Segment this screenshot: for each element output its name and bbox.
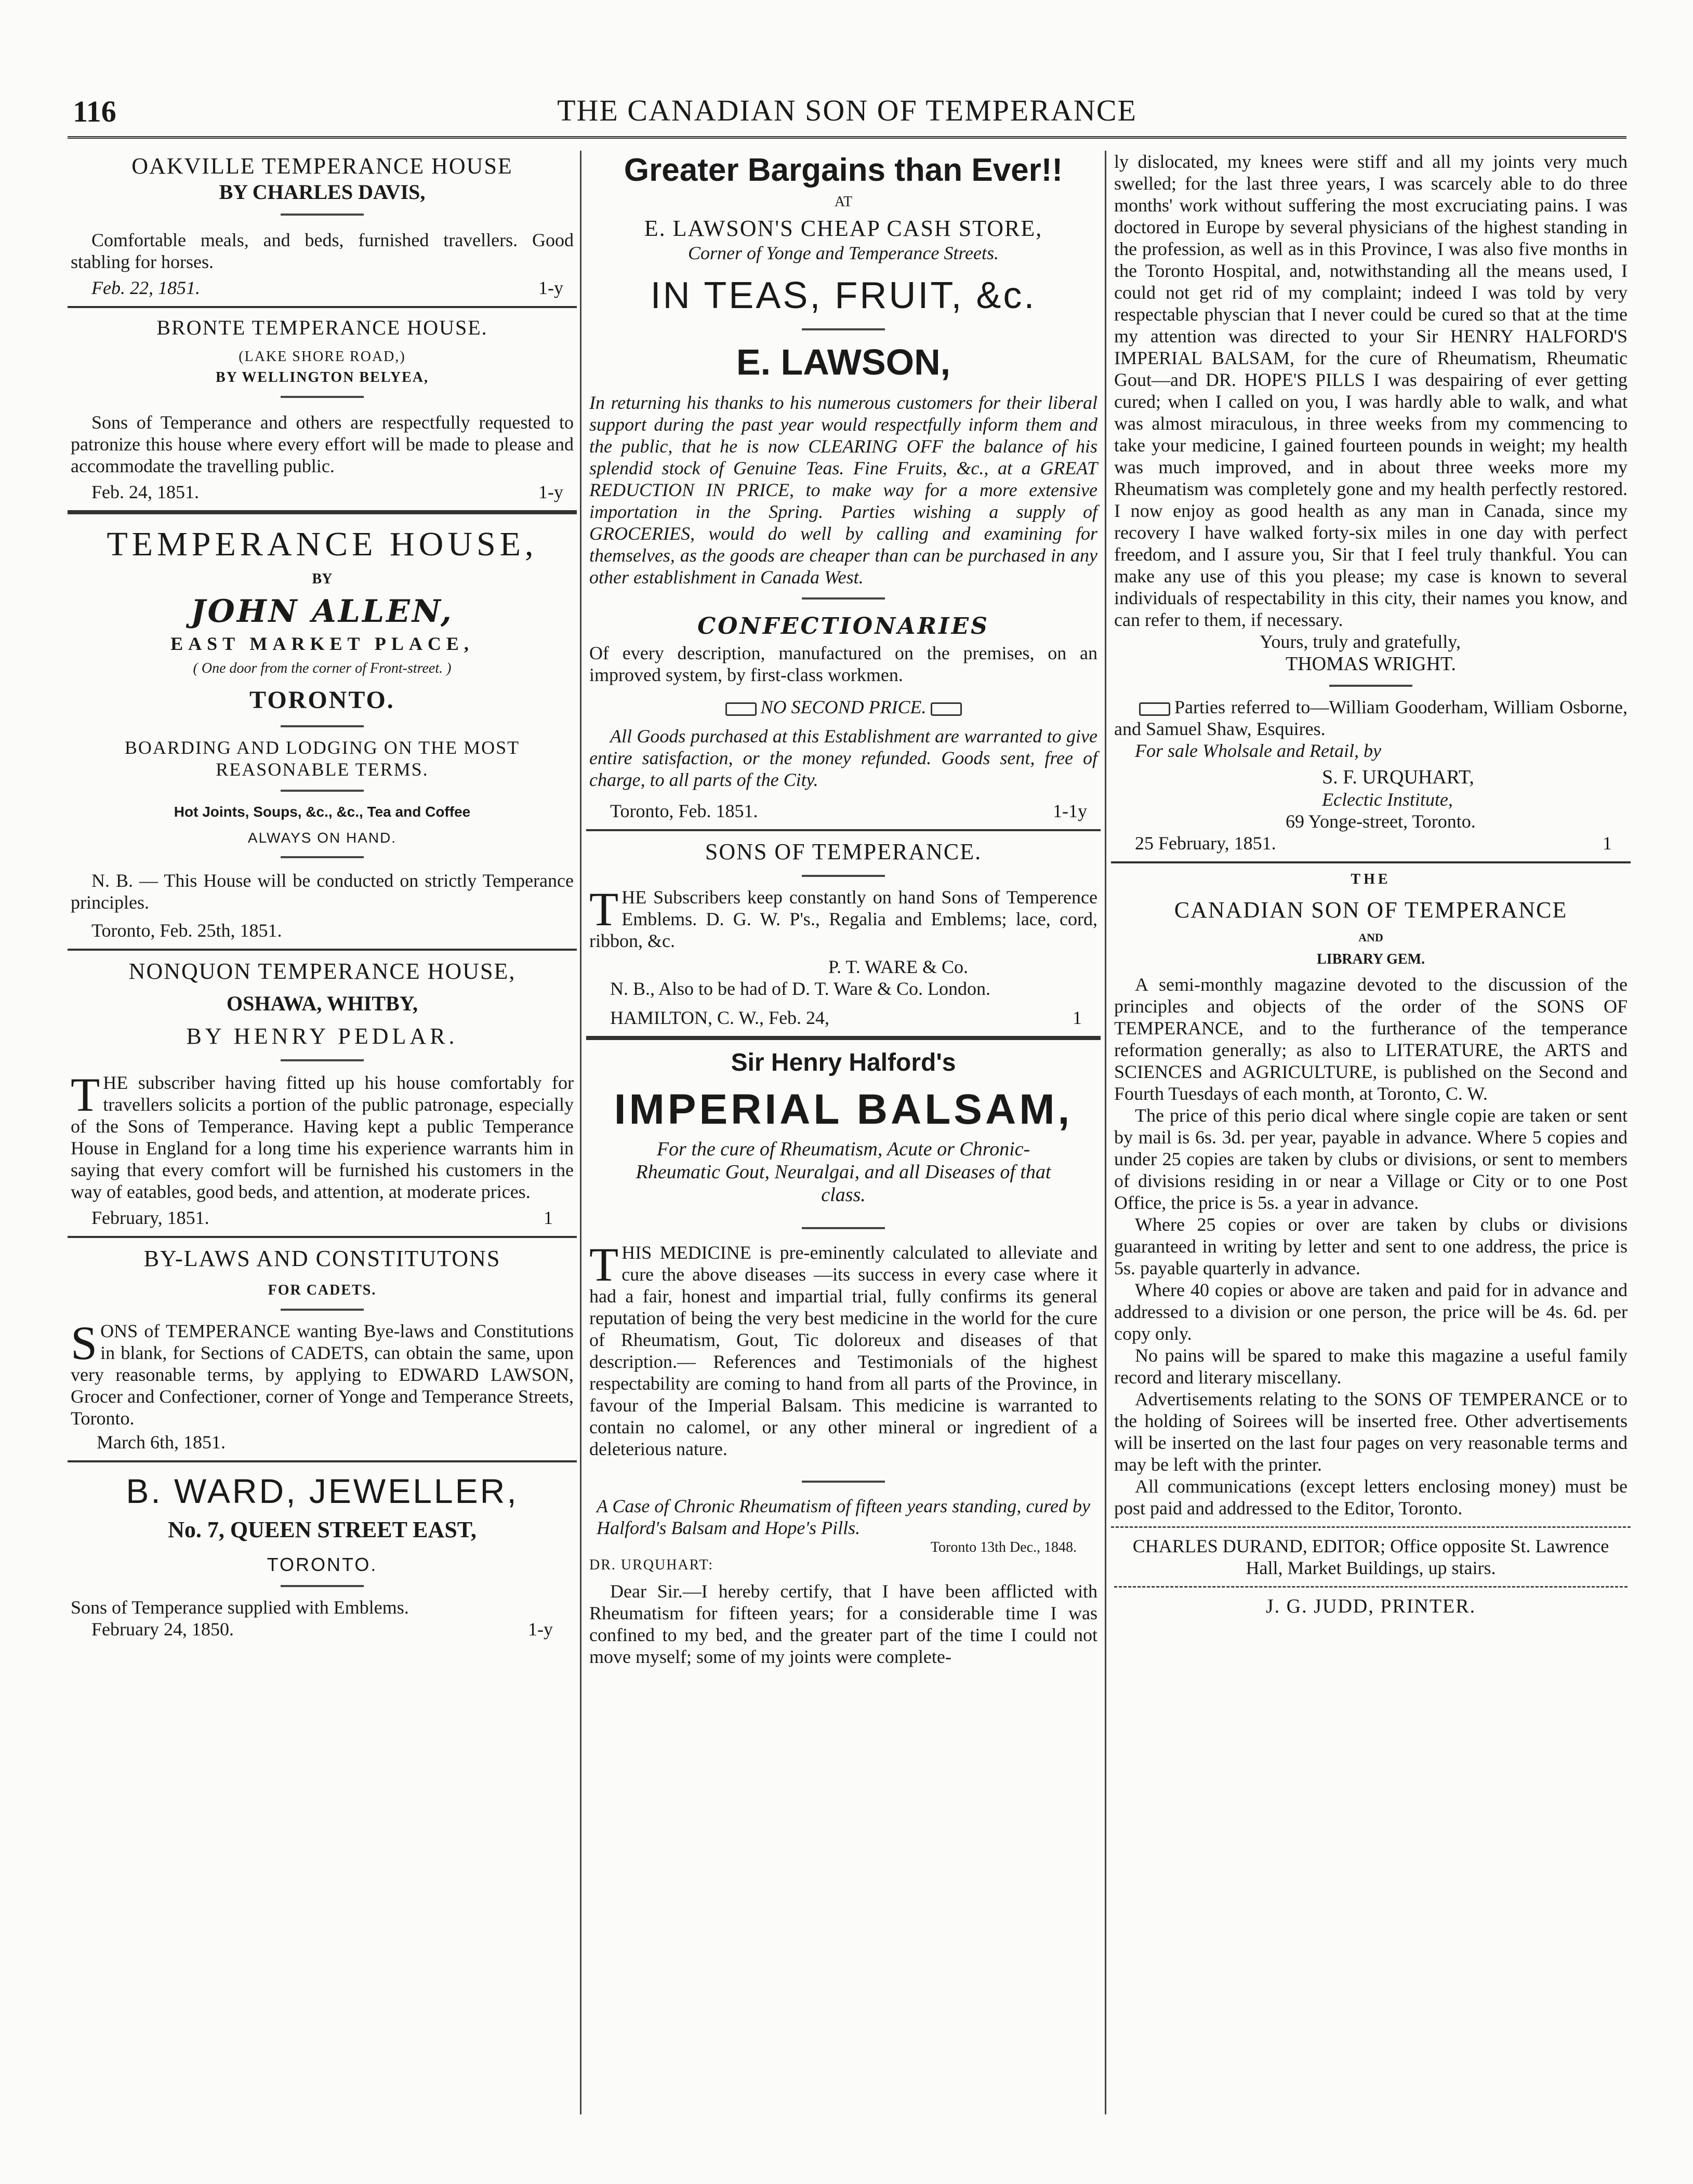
bronte-sub: (LAKE SHORE ROAD,) [239, 349, 406, 365]
lawson-teas: IN TEAS, FRUIT, &c. [650, 275, 1037, 316]
halford-to: DR. URQUHART: [589, 1557, 714, 1573]
header-rule [68, 136, 1626, 139]
sons-body: HE Subscribers keep constantly on hand Sons of Temperence Emblems. D. G. W. P's., Regalia and Emblems; lace, cord, ribbon, &c. [589, 887, 1097, 951]
drop-cap: S [71, 1316, 98, 1369]
letter-signer: THOMAS WRIGHT. [1286, 653, 1456, 675]
allen-always: ALWAYS ON HAND. [247, 830, 397, 846]
mag-gem: LIBRARY GEM. [1317, 951, 1425, 967]
nonquon-ad [68, 958, 577, 1229]
no-second-price [589, 696, 1097, 718]
oakville-by: BY CHARLES DAVIS, [219, 180, 426, 204]
nonquon-code: 1 [544, 1207, 553, 1228]
column-rule-1 [580, 151, 581, 2114]
drop-cap: T [71, 1068, 100, 1121]
allen-date: Toronto, Feb. 25th, 1851. [91, 920, 282, 941]
oakville-date: Feb. 22, 1851. [91, 277, 200, 298]
allen-by: BY [312, 571, 333, 587]
letter-continued: ly dislocated, my knees were stiff and all my joints very much swelled; for the last three years, I was scarcely able to do three months' work without suffering the most excruciating pains. I was doctored in Europe by several physicians of the highest standing in the profession, as well as in this Province, I was also five months in the Toronto Hospital, and, notwithstanding all the means used, I could not get rid of my complaint; indeed I was told by very respectable physcian that I never could be cured so that at the time my attention was directed to your Sir HENRY HALFORD'S IMPERIAL BALSAM, for the cure of Rheumatism, Rheumatic Gout—and DR. HOPE'S PILLS I was despairing of ever getting cured; when I called on you, I was hardly able to walk, and what was almost miraculous, in three weeks from my commencing to take your medicine, I gained fourteen pounds in weight; my health was much improved, and in about three weeks more my Rheumatism was completely gone and my health perfectly restored. I now enjoy as good health as any man in Canada, since my recovery I have walked forty-six miles in one day with perfect freedom, and I assure you, Sir that I feel truly thankful. You can make any use of this you please; my case is known to several individuals of respectability in this city, their names you know, and can refer to them, if necessary. [1114, 151, 1628, 630]
allen-place: EAST MARKET PLACE, [170, 633, 474, 654]
ward-code: 1-y [528, 1619, 553, 1640]
allen-name: JOHN ALLEN, [191, 593, 454, 630]
ward-ad [68, 1470, 577, 1640]
no-second-price-label: NO SECOND PRICE. [760, 697, 927, 717]
allen-city: TORONTO. [249, 686, 395, 714]
section-rule [68, 1236, 577, 1238]
parties-referred [1114, 696, 1628, 740]
allen-ad [68, 524, 577, 941]
halford-letter-date: Toronto 13th Dec., 1848. [930, 1539, 1077, 1555]
oakville-body: Comfortable meals, and beds, furnished travellers. Good stabling for horses. [71, 230, 574, 272]
column-1 [68, 151, 577, 1640]
bronte-ad [68, 315, 577, 503]
ward-date: February 24, 1850. [91, 1619, 234, 1640]
seller-name: S. F. URQUHART, [1322, 766, 1474, 788]
sons-firm: P. T. WARE & Co. [828, 956, 969, 977]
lawson-head: Greater Bargains than Ever!! [624, 152, 1063, 188]
page-header [62, 91, 1632, 138]
seller-inst: Eclectic Institute, [1322, 789, 1453, 810]
pointing-hand-icon [725, 702, 757, 716]
bronte-code: 1-y [538, 482, 563, 502]
sons-text [589, 883, 1097, 952]
allen-hot: Hot Joints, Soups, &c., &c., Tea and Coffee [174, 804, 471, 820]
pointing-hand-icon [931, 702, 962, 716]
mag-p3: Where 25 copies or over are taken by clubs or divisions guaranteed in writing by letter and sent to one address, the price is 5s. payable quarterly in advance. [1114, 1214, 1628, 1279]
bronte-by: BY WELLINGTON BELYEA, [215, 369, 429, 385]
bronte-title: BRONTE TEMPERANCE HOUSE. [156, 316, 488, 339]
drop-cap: T [589, 1238, 619, 1291]
sons-date: HAMILTON, C. W., Feb. 24, [610, 1007, 830, 1028]
lawson-date: Toronto, Feb. 1851. [610, 801, 758, 821]
mag-p7: All communications (except letters enclosing money) must be post paid and addressed to the Editor, Toronto. [1114, 1476, 1628, 1519]
parties-text: Parties referred to—William Gooderham, William Osborne, and Samuel Shaw, Esquires. [1114, 697, 1628, 739]
sons-code: 1 [1073, 1007, 1082, 1028]
mag-title: CANADIAN SON OF TEMPERANCE [1174, 897, 1568, 923]
lawson-conf-body: Of every description, manufactured on the premises, on an improved system, by first-class workmen. [589, 643, 1097, 685]
divider [802, 328, 885, 330]
divider [802, 597, 885, 600]
printer-line: J. G. JUDD, PRINTER. [1265, 1595, 1476, 1617]
halford-case: A Case of Chronic Rheumatism of fifteen years standing, cured by Halford's Balsam and Hope's Pills. [597, 1496, 1090, 1538]
mag-p2: The price of this perio dical where single copie are taken or sent by mail is 6s. 3d. per year, payable in advance. Where 5 copies and under 25 copies are taken by clubs or divisions, or sent to members of divisions residing in or near a Village or City or to one Post Office, the price is 5s. a year in advance. [1114, 1105, 1628, 1213]
ward-city: TORONTO. [267, 1554, 378, 1575]
nonquon-by: BY HENRY PEDLAR. [186, 1023, 458, 1049]
divider [281, 790, 364, 792]
seller-code: 1 [1603, 833, 1612, 854]
mag-p6: Advertisements relating to the SONS OF TEMPERANCE or to the holding of Soirees will be inserted free. Other advertisements will be inserted on the last four pages on very reasonable terms and may be left with the printer. [1114, 1389, 1628, 1475]
divider [281, 1309, 364, 1311]
section-rule [1111, 861, 1631, 863]
section-rule [68, 1460, 577, 1462]
halford-letter: Dear Sir.—I hereby certify, that I have been afflicted with Rheumatism for fifteen years; for a considerable time I was confined to my bed, and the greater part of the time I could not move myself; some of my joints were complete- [589, 1581, 1097, 1667]
divider [281, 396, 364, 398]
lawson-corner: Corner of Yonge and Temperance Streets. [688, 243, 999, 263]
allen-note: ( One door from the corner of Front-street. ) [193, 660, 452, 676]
section-rule [586, 829, 1101, 831]
oakville-code: 1-y [538, 277, 563, 298]
sons-title: SONS OF TEMPERANCE. [705, 839, 982, 864]
section-rule [586, 1036, 1101, 1040]
lawson-name: E. LAWSON, [736, 342, 951, 382]
bylaws-title: BY-LAWS AND CONSTITUTONS [143, 1246, 501, 1271]
halford-for: For the cure of Rheumatism, Acute or Chronic-Rheumatic Gout, Neuralgai, and all Diseases of that class. [636, 1138, 1051, 1206]
lawson-code: 1-1y [1053, 801, 1087, 821]
divider [281, 856, 364, 858]
nonquon-title: NONQUON TEMPERANCE HOUSE, [128, 958, 516, 984]
nonquon-date: February, 1851. [91, 1207, 209, 1228]
sons-ad [586, 838, 1101, 1029]
magazine-notice [1111, 871, 1631, 1519]
lawson-ad [586, 151, 1101, 822]
bronte-body: Sons of Temperance and others are respectfully requested to patronize this house where every effort will be made to please and accommodate the travelling public. [71, 412, 574, 476]
nonquon-body: HE subscriber having fitted up his house comfortably for travellers solicits a portion of the public patronage, especially of the Sons of Temperance. Having kept a public Temperance House in England for a long time his experience warrants him in saying that every comfort will be furnished his customers in the way of eatables, good beds, and attention, at moderate prices. [71, 1072, 574, 1202]
section-rule [1114, 1586, 1628, 1588]
column-3 [1111, 151, 1631, 1618]
divider [1329, 685, 1412, 687]
seller-date: 25 February, 1851. [1135, 833, 1276, 854]
allen-boarding: BOARDING AND LODGING ON THE MOST REASONABLE TERMS. [124, 737, 520, 780]
page-number: 116 [73, 95, 116, 128]
bylaws-ad [68, 1245, 577, 1453]
drop-cap: T [589, 883, 619, 936]
divider [281, 725, 364, 727]
editor-block [1111, 1535, 1631, 1618]
lawson-at: AT [834, 194, 853, 210]
ward-addr: No. 7, QUEEN STREET EAST, [168, 1517, 477, 1542]
divider [281, 1059, 364, 1061]
mag-p5: No pains will be spared to make this magazine a useful family record and literary miscellany. [1114, 1345, 1628, 1388]
mag-p4: Where 40 copies or above are taken and paid for in advance and addressed to a division or one person, the price will be 4s. 6d. per copy only. [1114, 1280, 1628, 1344]
nonquon-text [71, 1068, 574, 1203]
bronte-date: Feb. 24, 1851. [91, 482, 199, 502]
lawson-store: E. LAWSON'S CHEAP CASH STORE, [644, 216, 1043, 241]
sale-line: For sale Wholsale and Retail, by [1135, 740, 1381, 761]
halford-title: Sir Henry Halford's [731, 1049, 956, 1076]
divider [281, 1585, 364, 1587]
oakville-title: OAKVILLE TEMPERANCE HOUSE [131, 153, 513, 179]
bylaws-sub: FOR CADETS. [268, 1282, 377, 1298]
testimonial-cont [1111, 151, 1631, 854]
ward-title: B. WARD, JEWELLER, [126, 1472, 519, 1510]
lawson-body: In returning his thanks to his numerous customers for their liberal support during the past year would respectfully inform them and the public, that he is now CLEARING OFF the balance of his splendid stock of Genuine Teas. Fine Fruits, &c., at a GREAT REDUCTION IN PRICE, to make way for a more extensive importation in the Spring. Parties wishing a supply of GROCERIES, would do well by calling and examining for themselves, as the goods are cheaper than can be purchased in any other establishment in Canada West. [589, 392, 1097, 588]
section-rule [68, 949, 577, 951]
section-rule [68, 510, 577, 514]
seller-addr: 69 Yonge-street, Toronto. [1286, 811, 1476, 832]
column-2 [586, 151, 1101, 1668]
pointing-hand-icon [1139, 702, 1170, 716]
lawson-conf: CONFECTIONARIES [697, 613, 989, 640]
column-rule-2 [1105, 151, 1106, 2114]
mag-the: THE [1351, 871, 1391, 887]
mag-and: AND [1358, 931, 1383, 944]
divider [802, 875, 885, 877]
bylaws-body: ONS of TEMPERANCE wanting Bye-laws and Constitutions in blank, for Sections of CADETS, can obtain the same, upon very reasonable terms, by applying to EDWARD LAWSON, Grocer and Confectioner, corner of Yonge and Temperance Streets, Toronto. [71, 1321, 574, 1429]
bylaws-date: March 6th, 1851. [97, 1432, 226, 1453]
allen-nb: N. B. — This House will be conducted on strictly Temperance principles. [71, 870, 574, 913]
sons-nb: N. B., Also to be had of D. T. Ware & Co. London. [610, 978, 991, 999]
halford-big: IMPERIAL BALSAM, [614, 1086, 1073, 1133]
halford-ad [586, 1047, 1101, 1668]
oakville-ad [68, 153, 577, 299]
section-rule [68, 306, 577, 308]
divider [802, 1227, 885, 1229]
halford-body: HIS MEDICINE is pre-eminently calculated to alleviate and cure the above diseases —its success in every case where it had a fair, honest and impartial trial, fully confirms its general reputation of being the very best medicine in the world for the cure of Rheumatism, Gout, Tic doloreux and diseases of that description.— References and Testimonials of the highest respectability are coming to hand from all parts of the Province, in favour of the Imperial Balsam. This medicine is warranted to contain no calomel, or any other mineral or ingredient of a deleterious nature. [589, 1242, 1097, 1459]
divider [802, 1481, 885, 1483]
bylaws-text [71, 1316, 574, 1429]
lawson-goods: All Goods purchased at this Establishment are warranted to give entire satisfaction, or the money refunded. Goods sent, free of charge, to all parts of the City. [589, 726, 1097, 790]
mag-p1: A semi-monthly magazine devoted to the discussion of the principles and objects of the order of the SONS OF TEMPERANCE, and to the furtherance of the temperance reformation generally; as also to LITERATURE, the ARTS and SCIENCES and AGRICULTURE, is published on the Second and Fourth Tuesdays of each month, at Toronto, C. W. [1114, 974, 1628, 1104]
nonquon-place: OSHAWA, WHITBY, [227, 992, 418, 1015]
page-title: THE CANADIAN SON OF TEMPERANCE [557, 94, 1137, 127]
letter-closing: Yours, truly and gratefully, [1260, 631, 1461, 652]
ward-body: Sons of Temperance supplied with Emblems. [71, 1597, 409, 1618]
halford-text [589, 1238, 1097, 1460]
editor-line: CHARLES DURAND, EDITOR; Office opposite St. Lawrence Hall, Market Buildings, up stairs. [1132, 1536, 1609, 1578]
allen-title: TEMPERANCE HOUSE, [107, 525, 538, 563]
divider [281, 214, 364, 216]
section-rule [1111, 1526, 1631, 1528]
